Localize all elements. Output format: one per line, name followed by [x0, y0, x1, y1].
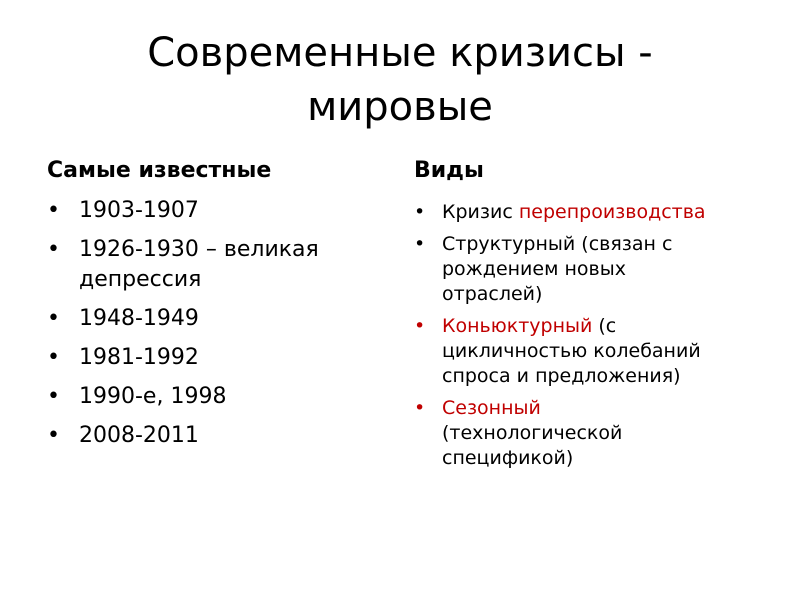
list-item-text: 2008-2011 [79, 423, 199, 448]
list-item-text: 1948-1949 [79, 306, 199, 331]
list-item-prefix: Структурный (связан с рождением новых отраслей) [442, 233, 673, 305]
list-item-accent: Сезонный [442, 397, 541, 419]
slide-title [40, 26, 760, 134]
bullet-dot-icon: • [47, 423, 60, 448]
list-item-text: 1903-1907 [79, 198, 199, 223]
crisis-types-list [414, 200, 714, 478]
left-column-heading: Самые известные [47, 158, 272, 183]
list-item-text: 1926-1930 – великая депрессия [79, 237, 319, 292]
list-item [47, 421, 387, 451]
bullet-dot-icon: • [414, 233, 426, 255]
list-item [47, 343, 387, 373]
list-item [47, 235, 387, 295]
bullet-dot-icon: • [47, 384, 60, 409]
list-item-text: 1981-1992 [79, 345, 199, 370]
list-item [47, 196, 387, 226]
slide-title-line-1: Современные кризисы - [147, 30, 653, 76]
list-item [414, 200, 714, 225]
list-item [47, 382, 387, 412]
bullet-dot-icon: • [47, 198, 60, 223]
list-item [414, 396, 714, 471]
list-item-prefix: Кризис [442, 201, 519, 223]
bullet-dot-icon: • [414, 315, 426, 337]
list-item-accent: перепроизводства [518, 201, 706, 223]
list-item-text: 1990-е, 1998 [79, 384, 227, 409]
famous-crises-list [47, 196, 387, 460]
list-item-suffix: (технологической спецификой) [442, 422, 623, 469]
bullet-dot-icon: • [414, 201, 426, 223]
bullet-dot-icon: • [47, 345, 60, 370]
slide-title-line-2: мировые [307, 84, 493, 130]
list-item [414, 314, 714, 389]
bullet-dot-icon: • [47, 237, 60, 262]
list-item [47, 304, 387, 334]
bullet-dot-icon: • [414, 397, 426, 419]
bullet-dot-icon: • [47, 306, 60, 331]
right-column-heading: Виды [414, 158, 484, 183]
list-item [414, 232, 714, 307]
list-item-accent: Коньюктурный [442, 315, 593, 337]
list-item-suffix: (с цикличностью колебаний спроса и предложения) [442, 315, 701, 387]
